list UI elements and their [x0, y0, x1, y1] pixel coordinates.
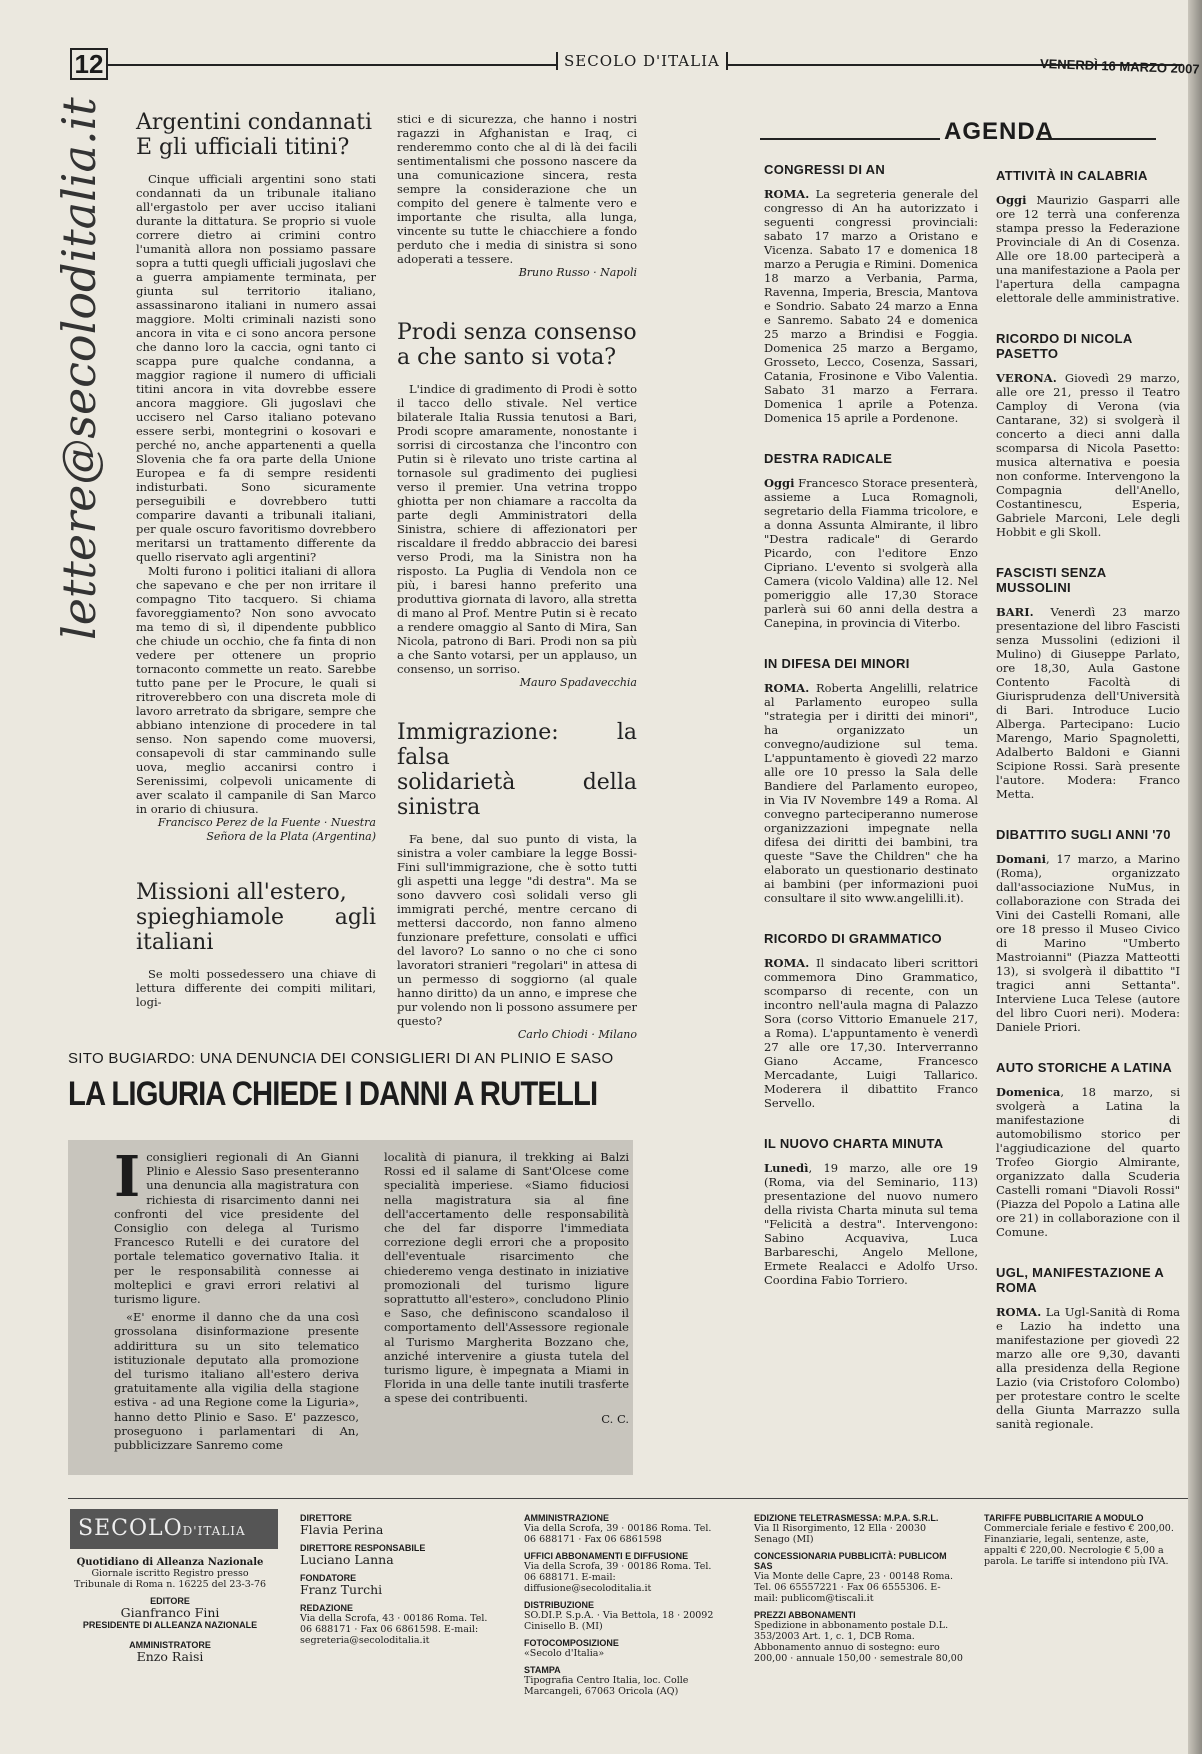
letters-column-2 [397, 112, 637, 1042]
article-paragraph: località di pianura, il trekking ai Balzi Rossi ed il salame di Sant'Olcese come specialità imperiese. «Siamo fiduciosi nella magistratura sia al fine dell'accertamento delle responsabilità che del far disporre l'immediata correzione degli errori che a proposito dell'eventuale risarcimento che chiederemo venga destinato in iniziative promozionali del turismo ligure soprattutto all'estero», concludono Plinio e Saso, che definiscono scandaloso il comportamento dell'Assessore regionale al Turismo Margherita Bozzano che, anziché intervenire a giusta tutela del turismo ligure, è impegnata a Miami in Florida in una delle tante inutili trasferte a spese dei contribuenti. [384, 1150, 629, 1406]
agenda-item-body: Oggi Maurizio Gasparri alle ore 12 terrà una conferenza stampa presso la Federazione Provinciale di An di Cosenza. Alle ore 18.00 parteciperà a una manifestazione a Paola per l'apertura della campagna elettorale delle amministrative. [996, 193, 1180, 305]
page-number: 12 [70, 48, 108, 80]
agenda-item-heading: CONGRESSI DI AN [764, 162, 886, 177]
agenda-column-left [764, 162, 978, 1313]
agenda-title: AGENDA [944, 118, 1055, 145]
colophon-directors: DIRETTORE Flavia Perina DIRETTORE RESPONSABILE Luciano Lanna FONDATORE Franz Turchi REDAZIONE Via della Scrofa, 43 · 00186 Roma. Tel. 06 688171 · Fax 06 6861598. E-mail: segreteria@secoloditalia.it [300, 1513, 488, 1646]
agenda-item-body: VERONA. Giovedì 29 marzo, alle ore 21, presso il Teatro Camploy di Verona (via Cantarane, 32) si svolgerà il concerto a dieci anni dalla scomparsa di Nicola Pasetto: musica alternativa e poesia non conforme. Intervengono la Compagnia dell'Anello, Costantinescu, Esperia, Gabriele Marconi, Lele degli Hobbit e gli Skoll. [996, 371, 1180, 539]
feature-article-box [68, 1050, 633, 1475]
agenda-item [764, 656, 978, 905]
agenda-item-heading: IL NUOVO CHARTA MINUTA [764, 1136, 944, 1151]
footer-logo: SECOLOD'ITALIA [70, 1509, 278, 1549]
article-column-1 [114, 1144, 359, 1453]
letter-4-title: Immigrazione: la falsa solidarietà della sinistra [397, 720, 637, 820]
letter-4-signature: Carlo Chiodi · Milano [517, 1028, 637, 1041]
agenda-item [996, 168, 1180, 305]
agenda-item-body: ROMA. La segreteria generale del congresso di An ha autorizzato i seguenti congressi provinciali: sabato 17 marzo a Oristano e Vicenza. Sabato 17 e domenica 18 marzo a Perugia e Rimini. Domenica 18 marzo a Verbania, Parma, Ravenna, Imperia, Brescia, Mantova e Sondrio. Sabato 24 marzo a Enna e Sanremo. Sabato 24 e domenica 25 marzo a Brindisi e Foggia. Domenica 25 marzo a Bergamo, Grosseto, Lecco, Cosenza, Sassari, Catania, Frosinone e Vibo Valentia. Sabato 31 marzo a Ferrara. Domenica 1 aprile a Potenza. Domenica 15 aprile a Pordenone. [764, 187, 978, 425]
article-dropcap: I [114, 1144, 141, 1210]
agenda-item-heading: DIBATTITO SUGLI ANNI '70 [996, 827, 1171, 842]
article-paragraph: «E' enorme il danno che da una così grossolana disinformazione presente addirittura su un sito telematico istituzionale deputato alla promozione del turismo italiano all'estero deriva gratuitamente alla vigilia della stagione estiva - ad una Regione come la Liguria», hanno detto Plinio e Saso. E' pazzesco, proseguono i parlamentari di An, pubblicizzare Sanremo come [114, 1310, 359, 1453]
colophon [68, 1498, 1188, 1739]
letter-2-signature: Bruno Russo · Napoli [518, 266, 637, 279]
agenda-item-body: ROMA. Il sindacato liberi scrittori commemora Dino Grammatico, scomparso di recente, con un incontro nell'aula magna di Palazzo Sora (corso Vittorio Emanuele 217, a Roma). L'appuntamento è venerdì 27 alle ore 17,30. Interverranno Giano Accame, Francesco Mercadante, Luigi Tallarico. Moderera il dibattito Franco Servello. [764, 956, 978, 1110]
article-column-2 [384, 1150, 629, 1426]
agenda-item [996, 1060, 1180, 1239]
agenda-item [996, 827, 1180, 1034]
letter-1-paragraph: Molti furono i politici italiani di allora che sapevano e che per non irritare il compagno Tito tacquero. Si chiama favoreggiamento? Non sono avvocato ma temo di sì, il dipendente pubblico che chiude un occhio, che fa finta di non vedere per ottenere un proprio tornaconto commette un reato. Sarebbe tutto pane per le Procure, le quali si ritroverebbero con una discreta mole di lavoro arretrato da sbrigare, sempre che abbiano intenzione di procedere in tal senso. Non sapendo come muoversi, consapevoli di star camminando sulle uova, meglio accanirsi contro i Serenissimi, colpevoli unicamente di aver scalato il campanile di San Marco in orario di chiusura. [136, 564, 376, 816]
letter-1-paragraph: Cinque ufficiali argentini sono stati condannati da un tribunale italiano all'ergastolo per aver ucciso italiani durante la dittatura. Se proprio si vuole correre dietro ai crimini contro l'umanità allora non possiamo passare sopra a tutti quegli ufficiali jugoslavi che a guerra ampiamente terminata, per giunta sul territorio italiano, assassinarono italiani in numero assai maggiore. Molti criminali nazisti sono ancora in vita e ci sono ancora persone che danno loro la caccia, ogni tanto ci scappa pure qualche condanna, a maggior ragione il numero di ufficiali titini ancora in vita dovrebbe essere ancora maggiore. Gli jugoslavi che uccisero nel Carso italiano potevano essere serbi, montegrini o kosovari e perché no, anche appartenenti a quella Slovenia che fa ora parte della Unione Europea e fa di sempre residenti indisturbati. Sono sicuramente perseguibili e dovrebbero tutti comparire davanti a tribunali italiani, per quale oscuro favoritismo dovrebbero meritarsi un trattamento differente da quello riservato agli argentini? [136, 172, 376, 564]
agenda-item [996, 331, 1180, 539]
letter-3-paragraph: L'indice di gradimento di Prodi è sotto il tacco dello stivale. Nel vertice bilaterale Italia Russia tenutosi a Bari, Prodi scopre amaramente, nonostante i sorrisi di circostanza che l'incontro con Putin si è rilevato uno triste cartina al tornasole sul gradimento dei pugliesi verso il premier. Una vetrina troppo ghiotta per non chiamare a raccolta da parte degli Amministratori della Sinistra, schiere di affezionatori per riscaldare il freddo abbraccio dei baresi verso Prodi, ma la Sinistra non ha risposto. La Puglia di Vendola non ce più, i baresi hanno preferito una produttiva giornata di lavoro, alla stretta di mano al Prof. Mentre Putin si è recato a rendere omaggio al Santo di Mira, San Nicola, patrono di Bari. Prodi non sa più a che Santo votarsi, per un applauso, un consenso, un sorriso. [397, 382, 637, 676]
agenda-item-heading: ATTIVITÀ IN CALABRIA [996, 168, 1148, 183]
colophon-rates: TARIFFE PUBBLICITARIE A MODULO Commerciale feriale e festivo € 200,00. Finanziarie, legali, sentenze, aste, appalti € 220,00. Necrologie € 5,00 a parola. Le tariffe si intendono più IVA. [984, 1513, 1174, 1567]
letters-email-banner [52, 97, 112, 640]
letters-email[interactable]: lettere@secoloditalia.it [52, 97, 106, 640]
letters-column-1 [136, 110, 376, 1009]
article-signature: C. C. [601, 1411, 629, 1426]
colophon-publisher: Quotidiano di Alleanza Nazionale Giornale iscritto Registro presso Tribunale di Roma n. 16225 del 23-3-76 EDITORE Gianfranco Fini PRESIDENTE DI ALLEANZA NAZIONALE AMMINISTRATORE Enzo Raisi [73, 1557, 267, 1664]
agenda-item-heading: FASCISTI SENZA MUSSOLINI [996, 565, 1106, 595]
article-headline: LA LIGURIA CHIEDE I DANNI A RUTELLI [68, 1075, 598, 1113]
agenda-item-body: Domenica, 18 marzo, si svolgerà a Latina la manifestazione di automobilismo storico per l'aggiudicazione del quarto Trofeo Giorgio Almirante, organizzato dalla Scuderia Castelli romani "Diavoli Rossi" (Piazza del Popolo a Latina alle ore 21) in collaborazione con il Comune. [996, 1085, 1180, 1239]
agenda-item-body: Lunedì, 19 marzo, alle ore 19 (Roma, via del Seminario, 113) presentazione del nuovo numero della rivista Charta minuta sul tema "Felicità a destra". Intervengono: Sabino Acquaviva, Luca Barbareschi, Angelo Mellone, Ermete Realacci e Adolfo Urso. Coordina Fabio Torriero. [764, 1161, 978, 1287]
letter-2-title: Missioni all'estero, spieghiamole agli italiani [136, 880, 376, 955]
colophon-offices: AMMINISTRAZIONE Via della Scrofa, 39 · 00186 Roma. Tel. 06 688171 · Fax 06 6861598 UFFICI ABBONAMENTI E DIFFUSIONE Via della Scrofa, 39 · 00186 Roma. Tel. 06 688171. E-mail: diffusione@secoloditalia.it DISTRIBUZIONE SO.DI.P. S.p.A. · Via Bettola, 18 · 20092 Cinisello B. (MI) FOTOCOMPOSIZIONE «Secolo d'Italia» STAMPA Tipografia Centro Italia, loc. Colle Marcangeli, 67063 Oricola (AQ) [524, 1513, 714, 1697]
header-masthead: SECOLO D'ITALIA [556, 52, 728, 70]
agenda-item-heading: UGL, MANIFESTAZIONE A ROMA [996, 1265, 1164, 1295]
agenda-item-heading: AUTO STORICHE A LATINA [996, 1060, 1173, 1075]
agenda-item [996, 1265, 1180, 1431]
article-paragraph: consiglieri regionali di An Gianni Plinio e Alessio Saso presenteranno una denuncia alla magistratura con richiesta di risarcimento danni nei confronti del vice presidente del Consiglio con delega al Turismo Francesco Rutelli e dei curatore del portale telematico governativo Italia. it per le responsabilità connesse ai molteplici e gravi errori relativi al turismo ligure. [114, 1150, 359, 1307]
agenda-item-heading: RICORDO DI GRAMMATICO [764, 931, 942, 946]
letter-1-signature: Francisco Perez de la Fuente · Nuestra Señora de la Plata (Argentina) [157, 816, 376, 843]
letter-3-title: Prodi senza consenso a che santo si vota? [397, 320, 637, 370]
agenda-item-body: Oggi Francesco Storace presenterà, assieme a Luca Romagnoli, segretario della Fiamma tricolore, e a donna Assunta Almirante, il libro "Destra radicale" di Gerardo Picardo, con l'editore Enzo Cipriano. L'evento si svolgerà alla Camera (vicolo Valdina) alle 12. Nel pomeriggio alle 17,30 Storace parlerà sui 60 anni della destra a Canepina, in provincia di Viterbo. [764, 476, 978, 630]
agenda-item-body: ROMA. La Ugl-Sanità di Roma e Lazio ha indetto una manifestazione per giovedì 22 marzo alle ore 9,30, davanti alla presidenza della Regione Lazio (via Cristoforo Colombo) per protestare contro le scelte della Giunta Marrazzo sulla sanità regionale. [996, 1305, 1180, 1431]
colophon-edition: EDIZIONE TELETRASMESSA: M.P.A. S.R.L. Via Il Risorgimento, 12 Ella · 20030 Senago (MI) CONCESSIONARIA PUBBLICITÀ: PUBLICOM SAS Via Monte delle Capre, 23 · 00148 Roma. Tel. 06 65557221 · Fax 06 6555306. E-mail: publicom@tiscali.it PREZZI ABBONAMENTI Spedizione in abbonamento postale D.L. 353/2003 Art. 1, c. 1, DCB Roma. Abbonamento annuo di sostegno: euro 200,00 · annuale 150,00 · semestrale 80,00 [754, 1513, 963, 1664]
agenda-item-body: ROMA. Roberta Angelilli, relatrice al Parlamento europeo sulla "strategia per i diritti dei minori", ha organizzato un convegno/audizione sul tema. L'appuntamento è giovedì 22 marzo alle ore 10 presso la Sala delle Bandiere del Parlamento europeo, in Via IV Novembre 149 a Roma. Al convegno parteciperanno numerose organizzazioni impegnate nella difesa dei diritti dei bambini, tra queste "Save the Children" che ha elaborato un questionario destinato ai bambini (per informazioni puoi consultare il sito www.angelilli.it). [764, 681, 978, 905]
agenda-item-body: Domani, 17 marzo, a Marino (Roma), organizzato dall'associazione NuMus, in collaborazione con Strada dei Vini dei Castelli Romani, alle ore 18 presso il Museo Civico di Marino "Umberto Mastroianni" (Piazza Matteotti 13), si svolgerà il dibattito "I tragici anni Settanta". Interviene Luca Telese (autore del libro Cuori neri). Modera: Daniele Priori. [996, 852, 1180, 1034]
letter-3-signature: Mauro Spadavecchia [519, 676, 637, 689]
agenda-item [764, 1136, 978, 1287]
page-edge-shadow [1188, 0, 1202, 1754]
agenda-item [764, 931, 978, 1110]
agenda-item [996, 565, 1180, 801]
agenda-item-heading: IN DIFESA DEI MINORI [764, 656, 910, 671]
agenda-item [764, 451, 978, 630]
agenda-item-heading: RICORDO DI NICOLA PASETTO [996, 331, 1133, 361]
letter-2-paragraph: Se molti possedessero una chiave di lettura differente dei compiti militari, logi- [136, 967, 376, 1009]
letter-4-paragraph: Fa bene, dal suo punto di vista, la sinistra a voler cambiare la legge Bossi-Fini sull'immigrazione, che è sotto tutti gli aspetti una legge "di destra". Ma se sono davvero così solidali verso gli immigrati perché, mentre cercano di mettersi daccordo, non fanno almeno funzionare prefetture, consolati e uffici del lavoro? Lo sanno o no che ci sono lavoratori stranieri "regolari" in attesa di un permesso di soggiorno (al quale hanno diritto) da un anno, e imprese che pur volendo non li possono assumere per questo? [397, 832, 637, 1028]
agenda-item-heading: DESTRA RADICALE [764, 451, 893, 466]
article-kicker: SITO BUGIARDO: UNA DENUNCIA DEI CONSIGLIERI DI AN PLINIO E SASO [68, 1050, 614, 1067]
agenda-column-right [996, 168, 1180, 1457]
letter-2-continuation: stici e di sicurezza, che hanno i nostri ragazzi in Afghanistan e Iraq, ci renderemmo conto che al di là dei facili sentimentalismi che possono nascere da una comunicazione sincera, resta sempre la considerazione che un compito del genere è talmente vero e importante che risulta, alla lunga, vincente su tutte le chiacchiere a fondo perduto che i media di sinistra si sono adoperati a tessere. [397, 112, 637, 266]
letter-1-title: Argentini condannati E gli ufficiali titini? [136, 110, 373, 160]
header-date: VENERDÌ 16 MARZO 2007 [1039, 56, 1200, 77]
agenda-item-body: BARI. Venerdì 23 marzo presentazione del libro Fascisti senza Mussolini (edizioni il Mulino) di Giuseppe Parlato, ore 18,30, Aula Gastone Contento Facoltà di Giurisprudenza dell'Università di Bari. Introduce Lucio Alberga. Partecipano: Lucio Marengo, Mario Spagnoletti, Adalberto Baldoni e Gianni Scipione Rossi. Sarà presente l'autore. Modera: Franco Metta. [996, 605, 1180, 801]
agenda-item [764, 162, 978, 425]
